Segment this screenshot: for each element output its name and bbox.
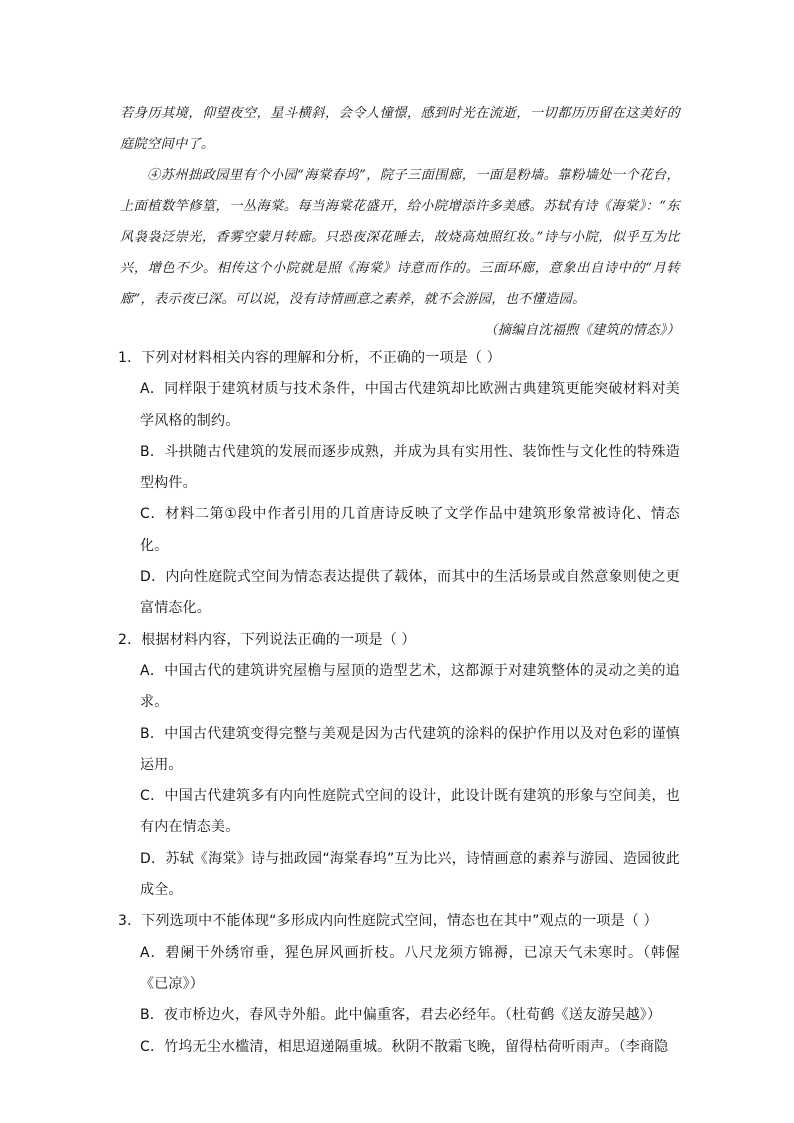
question-2 (118, 625, 680, 907)
option-a: A．碧阑干外绣帘垂，猩色屏风画折枝。八尺龙须方锦褥，已凉天气未寒时。（韩偓《已凉》） (140, 944, 680, 992)
option-b: B．斗拱随古代建筑的发展而逐步成熟，并成为具有实用性、装饰性与文化性的特殊造型构件。 (140, 443, 680, 492)
option-c: C．中国古代建筑多有内向性庭院式空间的设计，此设计既有建筑的形象与空间美，也有内在情态美。 (140, 788, 680, 836)
option-c: C．材料二第①段中作者引用的几首唐诗反映了文学作品中建筑形象常被诗化、情态化。 (140, 506, 680, 554)
question-stem: 1．下列对材料相关内容的理解和分析，不正确的一项是（ ） (118, 350, 501, 366)
passage-source: （摘编自沈福煦《建筑的情态》） (484, 323, 680, 338)
option-d: D．内向性庭院式空间为情态表达提供了载体，而其中的生活场景或自然意象则使之更富情态化。 (140, 569, 680, 617)
question-list (118, 343, 680, 1063)
option-a: A．中国古代的建筑讲究屋檐与屋顶的造型艺术，这都源于对建筑整体的灵动之美的追求。 (140, 662, 680, 711)
question-1 (118, 343, 680, 625)
passage-paragraph-3-end: 若身历其境，仰望夜空，星斗横斜，会令人憧憬，感到时光在流逝，一切都历历留在这美好的庭院空间中了。 (120, 106, 680, 152)
reading-passage (120, 98, 680, 346)
option-b: B．夜市桥边火，春风寺外船。此中偏重客，君去必经年。（杜荀鹤《送友游吴越》） (140, 1007, 662, 1024)
question-stem: 2．根据材料内容，下列说法正确的一项是（ ） (118, 631, 416, 648)
option-d: D．苏轼《海棠》诗与拙政园“海棠春坞”互为比兴，诗情画意的素养与游园、造园彼此成全。 (140, 850, 680, 899)
option-c: C．竹坞无尘水槛清，相思迢递隔重城。秋阴不散霜飞晚，留得枯荷听雨声。（李商隐 (140, 1038, 669, 1055)
option-a: A．同样限于建筑材质与技术条件，中国古代建筑却比欧洲古典建筑更能突破材料对美学风格的制约。 (140, 381, 680, 429)
option-b: B．中国古代建筑变得完整与美观是因为古代建筑的涂料的保护作用以及对色彩的谨慎运用。 (140, 725, 680, 773)
passage-paragraph-4: ④苏州拙政园里有个小园“海棠春坞”，院子三面围廊，一面是粉墙。靠粉墙处一个花台，上面植数竿修篁，一丛海棠。每当海棠花盛开，给小院增添许多美感。苏轼有诗《海棠》：“东风袅袅泛崇光，香雾空蒙月转廊。只恐夜深花睡去，故烧高烛照红妆。”诗与小院，似乎互为比兴，增色不少。相传这个小院就是照《海棠》诗意而作的。三面环廊，意象出自诗中的“月转廊”，表示夜已深。可以说，没有诗情画意之素养，就不会游园，也不懂造园。 (120, 168, 680, 307)
question-stem: 3．下列选项中不能体现“多形成内向性庭院式空间，情态也在其中”观点的一项是（ ） (118, 913, 658, 930)
question-3 (118, 906, 680, 1062)
